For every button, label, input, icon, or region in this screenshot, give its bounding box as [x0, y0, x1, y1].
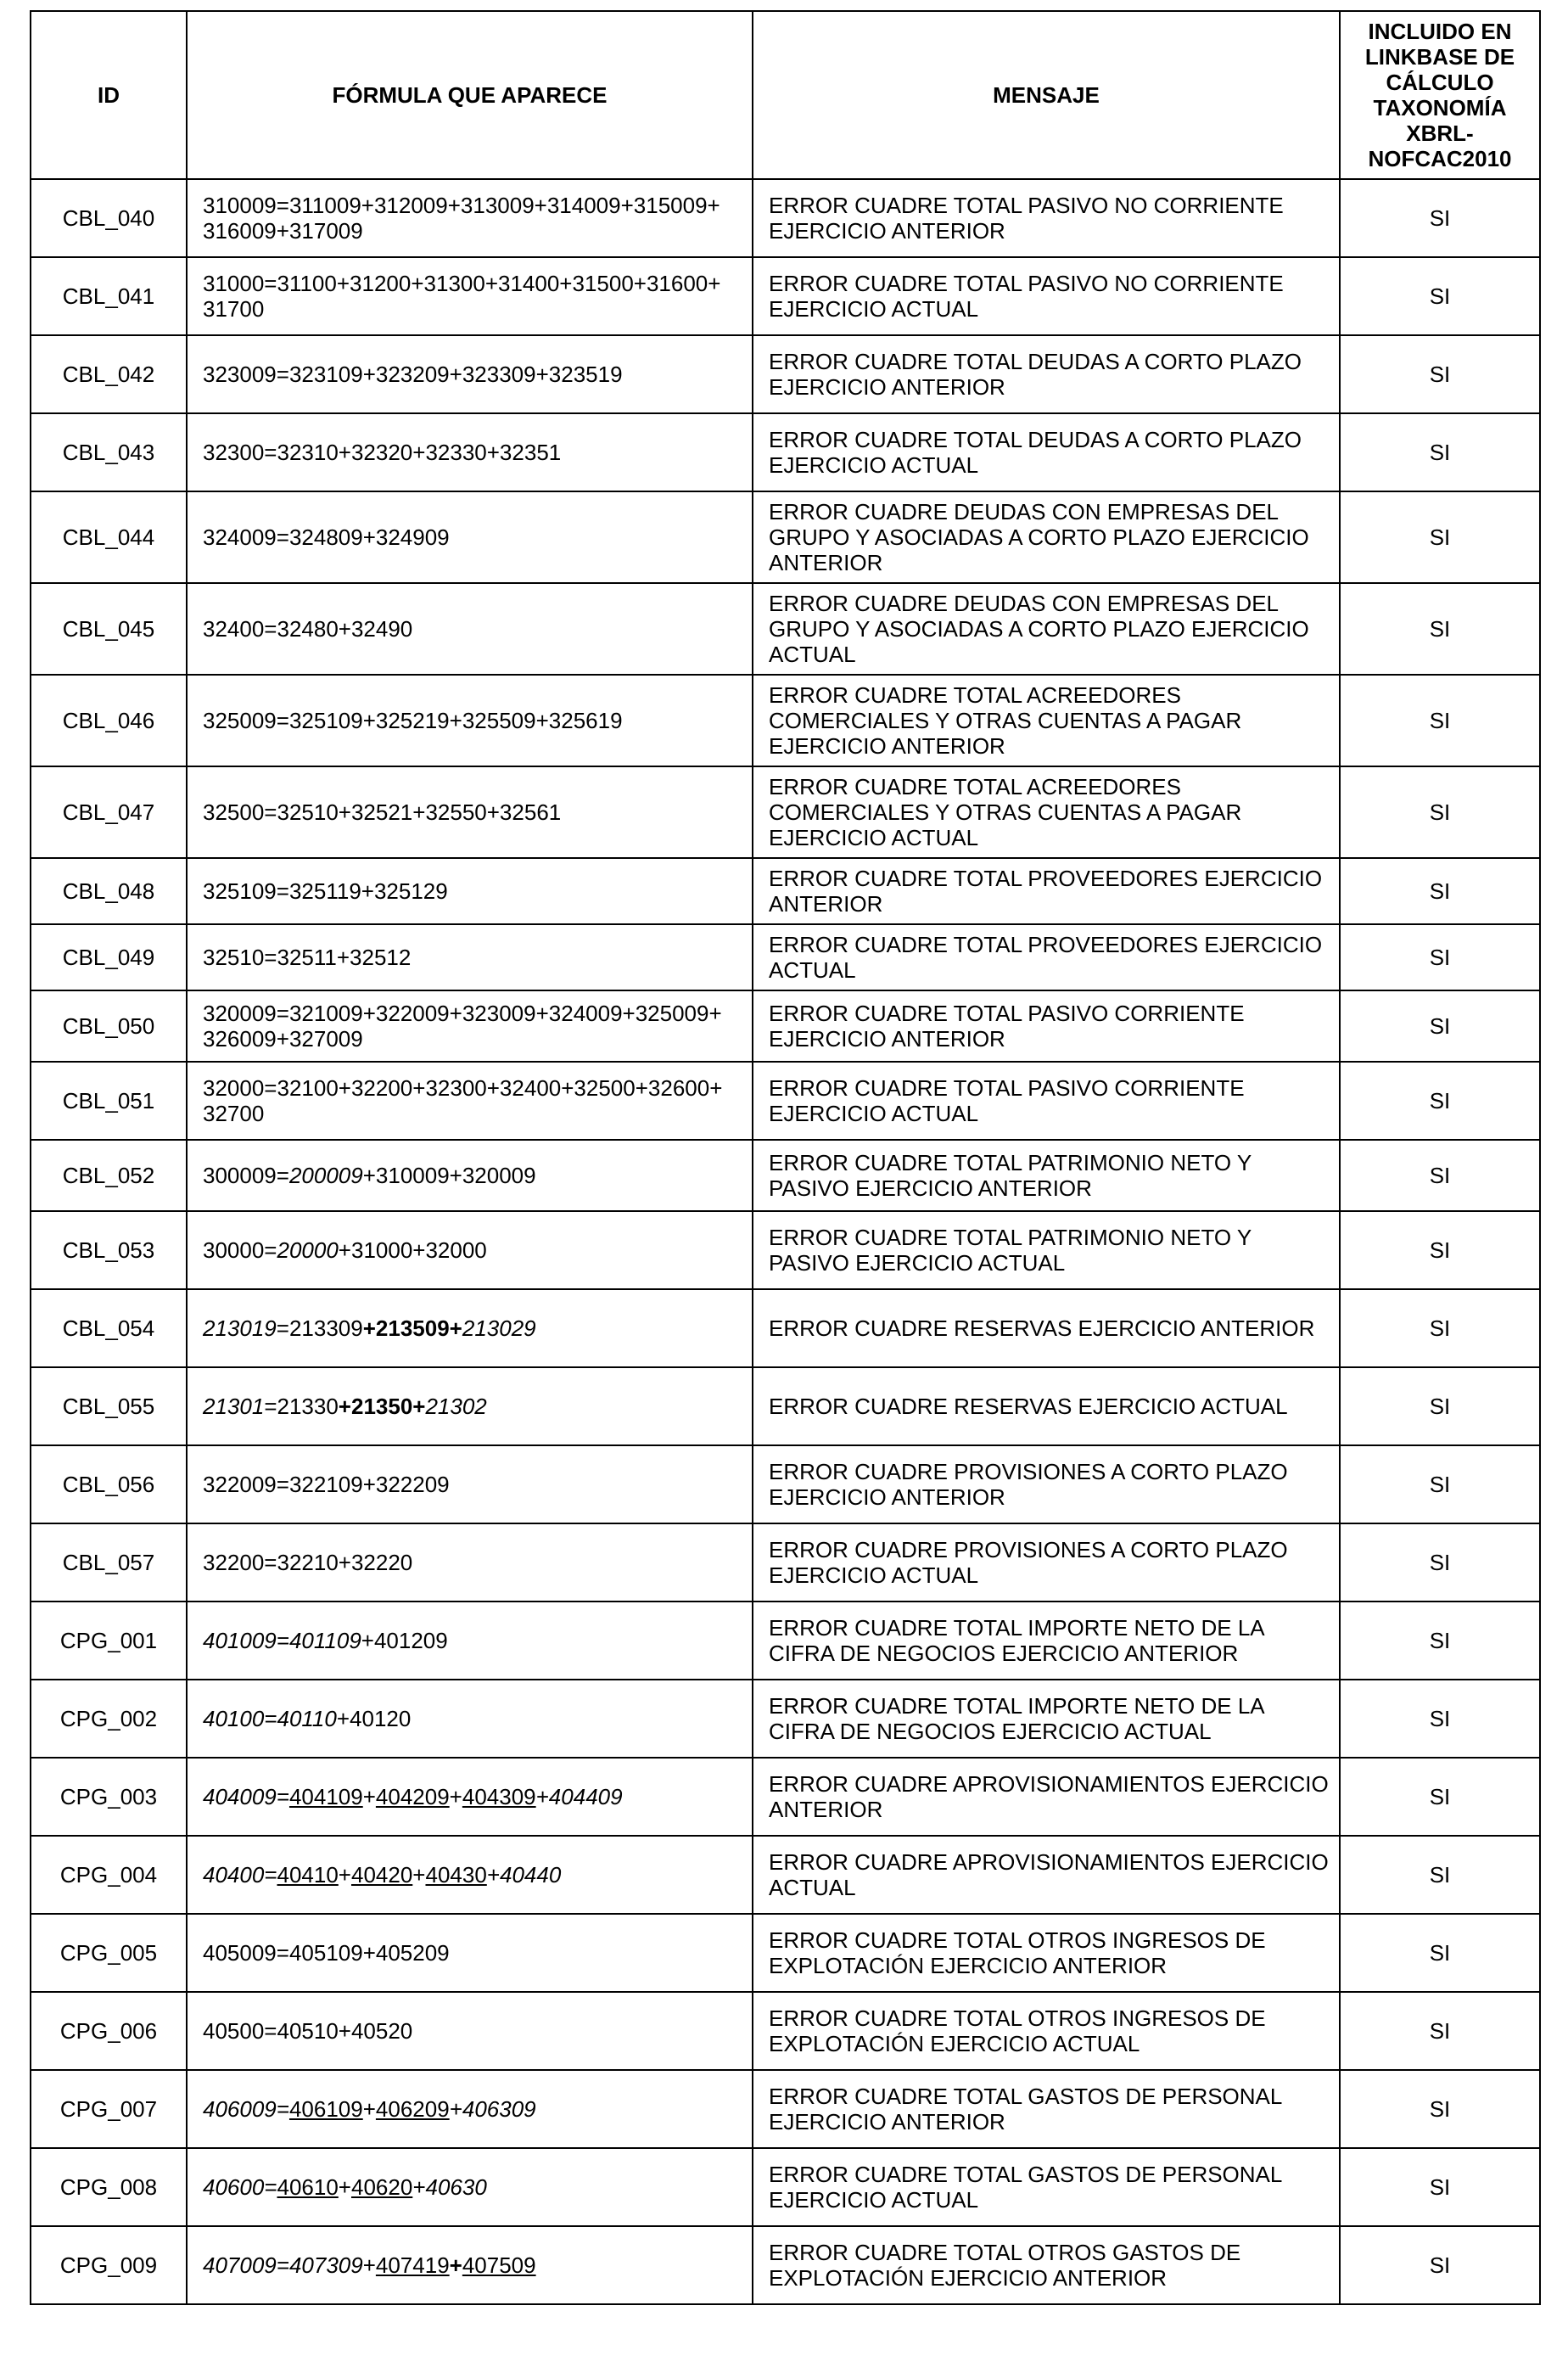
row-formula	[187, 1836, 753, 1914]
formula-segment: 32300=32310+32320+32330+32351	[203, 440, 562, 465]
row-formula	[187, 491, 753, 583]
table-row	[31, 257, 1540, 335]
formula-segment: 407009=407309	[203, 2252, 363, 2278]
row-message: ERROR CUADRE DEUDAS CON EMPRESAS DEL GRUPO Y ASOCIADAS A CORTO PLAZO EJERCICIO ACTUAL	[753, 583, 1340, 675]
row-message: ERROR CUADRE TOTAL PATRIMONIO NETO Y PASIVO EJERCICIO ACTUAL	[753, 1211, 1340, 1289]
row-id: CBL_040	[31, 179, 187, 257]
row-id: CBL_052	[31, 1140, 187, 1211]
row-message: ERROR CUADRE TOTAL IMPORTE NETO DE LA CIFRA DE NEGOCIOS EJERCICIO ACTUAL	[753, 1680, 1340, 1758]
table-row	[31, 179, 1540, 257]
table-row	[31, 1367, 1540, 1445]
table-header-row	[31, 11, 1540, 179]
row-id: CPG_007	[31, 2070, 187, 2148]
formula-segment: 401009=401109	[203, 1628, 361, 1653]
row-included: SI	[1340, 1062, 1540, 1140]
row-formula	[187, 675, 753, 766]
formula-segment: +31000+32000	[338, 1237, 487, 1263]
row-included: SI	[1340, 1367, 1540, 1445]
row-id: CPG_008	[31, 2148, 187, 2226]
formula-segment: 213029	[462, 1315, 536, 1341]
formula-segment: 40500=40510+40520	[203, 2018, 413, 2044]
row-message: ERROR CUADRE TOTAL PASIVO NO CORRIENTE EJERCICIO ANTERIOR	[753, 179, 1340, 257]
formula-segment: 32000=32100+32200+32300+32400+32500+32600+ 32700	[203, 1075, 723, 1126]
row-message: ERROR CUADRE TOTAL PASIVO CORRIENTE EJERCICIO ANTERIOR	[753, 990, 1340, 1062]
formula-segment: 406009=	[203, 2096, 289, 2122]
formula-segment: +	[362, 1784, 376, 1809]
row-id: CPG_009	[31, 2226, 187, 2304]
row-included: SI	[1340, 1445, 1540, 1523]
row-formula	[187, 1289, 753, 1367]
formula-segment: +	[338, 1862, 351, 1888]
row-id: CBL_045	[31, 583, 187, 675]
row-included: SI	[1340, 858, 1540, 924]
row-included: SI	[1340, 1289, 1540, 1367]
row-message: ERROR CUADRE APROVISIONAMIENTOS EJERCICIO ANTERIOR	[753, 1758, 1340, 1836]
formula-segment: 320009=321009+322009+323009+324009+325009+ 326009+327009	[203, 1001, 722, 1052]
table-row	[31, 766, 1540, 858]
row-included: SI	[1340, 2226, 1540, 2304]
header-message: MENSAJE	[753, 11, 1340, 179]
row-id: CBL_049	[31, 924, 187, 990]
row-formula	[187, 1445, 753, 1523]
row-included: SI	[1340, 675, 1540, 766]
row-id: CBL_046	[31, 675, 187, 766]
row-included: SI	[1340, 335, 1540, 413]
formula-segment: 300009=	[203, 1163, 289, 1188]
table-row	[31, 1289, 1540, 1367]
formula-segment: +40120	[336, 1706, 412, 1731]
row-formula	[187, 766, 753, 858]
row-id: CBL_043	[31, 413, 187, 491]
formula-segment: +213509+	[362, 1315, 462, 1341]
row-included: SI	[1340, 924, 1540, 990]
row-included: SI	[1340, 257, 1540, 335]
table-row	[31, 413, 1540, 491]
row-formula	[187, 1523, 753, 1602]
row-included: SI	[1340, 2148, 1540, 2226]
table-row	[31, 2226, 1540, 2304]
row-message: ERROR CUADRE TOTAL GASTOS DE PERSONAL EJERCICIO ACTUAL	[753, 2148, 1340, 2226]
row-formula	[187, 924, 753, 990]
row-message: ERROR CUADRE TOTAL ACREEDORES COMERCIALES Y OTRAS CUENTAS A PAGAR EJERCICIO ANTERIOR	[753, 675, 1340, 766]
table-row	[31, 335, 1540, 413]
formula-segment: 32200=32210+32220	[203, 1550, 413, 1575]
row-formula	[187, 1914, 753, 1992]
header-id: ID	[31, 11, 187, 179]
header-included: INCLUIDO EN LINKBASE DE CÁLCULO TAXONOMÍA XBRL-NOFCAC2010	[1340, 11, 1540, 179]
table-row	[31, 583, 1540, 675]
formula-segment: 404309	[462, 1784, 536, 1809]
row-id: CBL_056	[31, 1445, 187, 1523]
row-id: CPG_005	[31, 1914, 187, 1992]
formula-segment: 40600=	[203, 2174, 277, 2200]
formula-segment: 31000=31100+31200+31300+31400+31500+31600+ 31700	[203, 271, 721, 322]
row-included: SI	[1340, 583, 1540, 675]
row-formula	[187, 1367, 753, 1445]
formula-segment: 405009=405109+405209	[203, 1940, 450, 1966]
row-id: CBL_055	[31, 1367, 187, 1445]
formula-segment: 40430	[425, 1862, 487, 1888]
formula-segment: 406109	[288, 2096, 363, 2122]
formula-segment: 200009	[288, 1163, 363, 1188]
formula-segment: 30000=	[203, 1237, 277, 1263]
row-message: ERROR CUADRE PROVISIONES A CORTO PLAZO EJERCICIO ANTERIOR	[753, 1445, 1340, 1523]
table-row	[31, 1914, 1540, 1992]
table-row	[31, 491, 1540, 583]
formula-segment: 325009=325109+325219+325509+325619	[203, 708, 623, 733]
row-formula	[187, 1062, 753, 1140]
row-included: SI	[1340, 2070, 1540, 2148]
row-formula	[187, 2148, 753, 2226]
row-message: ERROR CUADRE TOTAL DEUDAS A CORTO PLAZO EJERCICIO ANTERIOR	[753, 335, 1340, 413]
formula-segment: +40440	[486, 1862, 562, 1888]
row-message: ERROR CUADRE TOTAL OTROS INGRESOS DE EXPLOTACIÓN EJERCICIO ANTERIOR	[753, 1914, 1340, 1992]
row-formula	[187, 2226, 753, 2304]
row-included: SI	[1340, 491, 1540, 583]
formula-segment: 40610	[277, 2174, 339, 2200]
row-formula	[187, 1211, 753, 1289]
row-included: SI	[1340, 179, 1540, 257]
row-formula	[187, 858, 753, 924]
formula-segment: 32510=32511+32512	[203, 945, 412, 970]
formula-segment: +404409	[535, 1784, 623, 1809]
row-id: CPG_006	[31, 1992, 187, 2070]
row-id: CPG_001	[31, 1602, 187, 1680]
row-id: CBL_047	[31, 766, 187, 858]
formula-segment: =213309	[276, 1315, 363, 1341]
table-row	[31, 1211, 1540, 1289]
row-id: CPG_002	[31, 1680, 187, 1758]
formula-segment: 40100=40110	[203, 1706, 337, 1731]
formula-segment: 21302	[425, 1394, 487, 1419]
row-message: ERROR CUADRE TOTAL OTROS GASTOS DE EXPLOTACIÓN EJERCICIO ANTERIOR	[753, 2226, 1340, 2304]
row-included: SI	[1340, 990, 1540, 1062]
row-formula	[187, 583, 753, 675]
formula-segment: 406209	[375, 2096, 450, 2122]
row-included: SI	[1340, 1680, 1540, 1758]
formula-segment: +	[449, 1784, 462, 1809]
formula-segment: 322009=322109+322209	[203, 1472, 450, 1497]
formula-segment: 40420	[350, 1862, 413, 1888]
row-included: SI	[1340, 1836, 1540, 1914]
formula-segment: +40630	[412, 2174, 487, 2200]
table-row	[31, 1523, 1540, 1602]
row-message: ERROR CUADRE TOTAL PASIVO CORRIENTE EJERCICIO ACTUAL	[753, 1062, 1340, 1140]
row-formula	[187, 257, 753, 335]
table-row	[31, 1758, 1540, 1836]
formula-segment: 404209	[375, 1784, 450, 1809]
row-formula	[187, 335, 753, 413]
formula-segment: 32400=32480+32490	[203, 616, 413, 642]
table-row	[31, 990, 1540, 1062]
row-included: SI	[1340, 413, 1540, 491]
row-message: ERROR CUADRE TOTAL PROVEEDORES EJERCICIO ACTUAL	[753, 924, 1340, 990]
row-id: CBL_051	[31, 1062, 187, 1140]
row-formula	[187, 990, 753, 1062]
row-included: SI	[1340, 1602, 1540, 1680]
row-formula	[187, 413, 753, 491]
row-message: ERROR CUADRE TOTAL OTROS INGRESOS DE EXPLOTACIÓN EJERCICIO ACTUAL	[753, 1992, 1340, 2070]
formula-segment: 40410	[277, 1862, 339, 1888]
table-row	[31, 2148, 1540, 2226]
formula-segment: 40400=	[203, 1862, 277, 1888]
row-id: CBL_041	[31, 257, 187, 335]
formula-segment: 21301	[203, 1394, 265, 1419]
row-formula	[187, 2070, 753, 2148]
formula-segment: 213019	[203, 1315, 277, 1341]
row-id: CBL_044	[31, 491, 187, 583]
formula-segment: +406309	[449, 2096, 536, 2122]
row-message: ERROR CUADRE TOTAL PROVEEDORES EJERCICIO ANTERIOR	[753, 858, 1340, 924]
formula-segment: +	[362, 2252, 376, 2278]
formula-segment: =21330	[264, 1394, 339, 1419]
formula-segment: 40620	[350, 2174, 413, 2200]
row-included: SI	[1340, 1758, 1540, 1836]
formula-segment: 404009=	[203, 1784, 289, 1809]
row-included: SI	[1340, 1523, 1540, 1602]
row-formula	[187, 1140, 753, 1211]
table-row	[31, 2070, 1540, 2148]
table-row	[31, 858, 1540, 924]
table-row	[31, 1062, 1540, 1140]
row-id: CBL_050	[31, 990, 187, 1062]
formula-segment: +	[412, 1862, 426, 1888]
row-formula	[187, 1680, 753, 1758]
table-row	[31, 675, 1540, 766]
formula-segment: 323009=323109+323209+323309+323519	[203, 362, 623, 387]
row-message: ERROR CUADRE RESERVAS EJERCICIO ACTUAL	[753, 1367, 1340, 1445]
row-message: ERROR CUADRE TOTAL IMPORTE NETO DE LA CIFRA DE NEGOCIOS EJERCICIO ANTERIOR	[753, 1602, 1340, 1680]
formula-segment: +	[338, 2174, 351, 2200]
row-included: SI	[1340, 1211, 1540, 1289]
table-row	[31, 1992, 1540, 2070]
table-row	[31, 1836, 1540, 1914]
table-body	[31, 179, 1540, 2304]
formula-segment: 325109=325119+325129	[203, 878, 448, 904]
formula-segment: +	[449, 2252, 462, 2278]
row-id: CBL_054	[31, 1289, 187, 1367]
row-message: ERROR CUADRE TOTAL DEUDAS A CORTO PLAZO EJERCICIO ACTUAL	[753, 413, 1340, 491]
formula-segment: 407509	[462, 2252, 536, 2278]
table-row	[31, 1680, 1540, 1758]
row-formula	[187, 1602, 753, 1680]
table-row	[31, 924, 1540, 990]
table-row	[31, 1445, 1540, 1523]
row-message: ERROR CUADRE TOTAL GASTOS DE PERSONAL EJERCICIO ANTERIOR	[753, 2070, 1340, 2148]
table-row	[31, 1602, 1540, 1680]
row-formula	[187, 1758, 753, 1836]
row-message: ERROR CUADRE TOTAL ACREEDORES COMERCIALES Y OTRAS CUENTAS A PAGAR EJERCICIO ACTUAL	[753, 766, 1340, 858]
formula-segment: 404109	[288, 1784, 363, 1809]
row-message: ERROR CUADRE TOTAL PATRIMONIO NETO Y PASIVO EJERCICIO ANTERIOR	[753, 1140, 1340, 1211]
row-message: ERROR CUADRE PROVISIONES A CORTO PLAZO EJERCICIO ACTUAL	[753, 1523, 1340, 1602]
row-id: CBL_048	[31, 858, 187, 924]
row-included: SI	[1340, 1140, 1540, 1211]
row-included: SI	[1340, 766, 1540, 858]
formula-segment: 20000	[277, 1237, 339, 1263]
row-message: ERROR CUADRE RESERVAS EJERCICIO ANTERIOR	[753, 1289, 1340, 1367]
formula-segment: +	[362, 2096, 376, 2122]
row-formula	[187, 179, 753, 257]
table-row	[31, 1140, 1540, 1211]
formula-segment: 407419	[375, 2252, 450, 2278]
row-included: SI	[1340, 1992, 1540, 2070]
row-message: ERROR CUADRE DEUDAS CON EMPRESAS DEL GRUPO Y ASOCIADAS A CORTO PLAZO EJERCICIO ANTERIOR	[753, 491, 1340, 583]
row-message: ERROR CUADRE TOTAL PASIVO NO CORRIENTE EJERCICIO ACTUAL	[753, 257, 1340, 335]
row-id: CPG_004	[31, 1836, 187, 1914]
row-id: CBL_042	[31, 335, 187, 413]
formula-segment: 32500=32510+32521+32550+32561	[203, 799, 562, 825]
row-id: CBL_057	[31, 1523, 187, 1602]
row-included: SI	[1340, 1914, 1540, 1992]
row-formula	[187, 1992, 753, 2070]
row-id: CBL_053	[31, 1211, 187, 1289]
validation-rules-table	[30, 10, 1541, 2305]
formula-segment: 310009=311009+312009+313009+314009+315009+ 316009+317009	[203, 193, 720, 244]
formula-segment: 324009=324809+324909	[203, 524, 450, 550]
header-formula: FÓRMULA QUE APARECE	[187, 11, 753, 179]
row-id: CPG_003	[31, 1758, 187, 1836]
row-message: ERROR CUADRE APROVISIONAMIENTOS EJERCICIO ACTUAL	[753, 1836, 1340, 1914]
formula-segment: +310009+320009	[362, 1163, 536, 1188]
formula-segment: +21350+	[338, 1394, 426, 1419]
formula-segment: +401209	[361, 1628, 448, 1653]
